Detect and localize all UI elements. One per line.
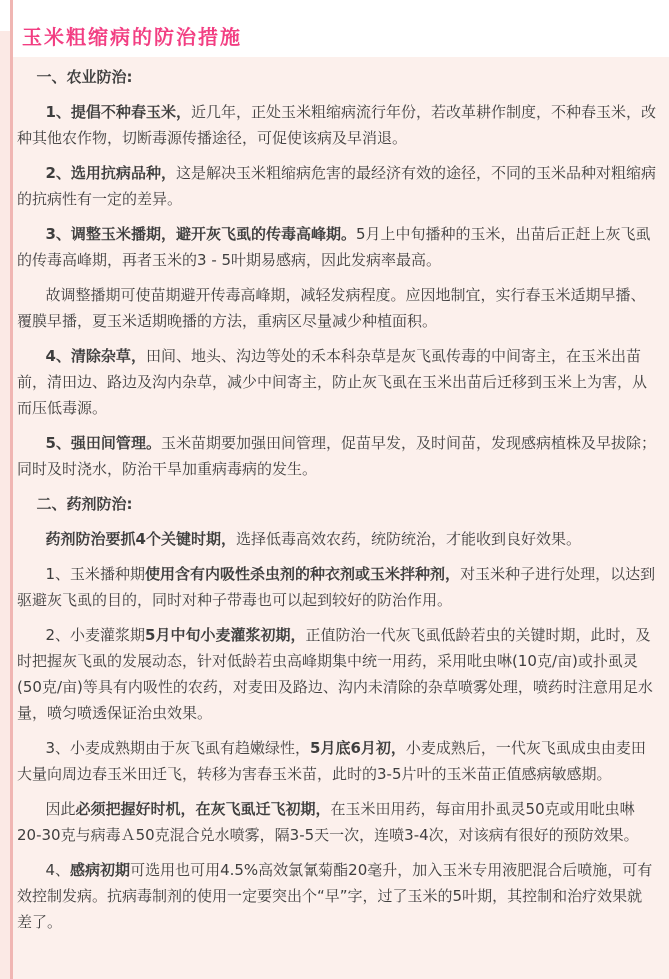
text-run: 二、药剂防治: xyxy=(36,495,133,513)
paragraph xyxy=(17,430,657,482)
paragraph xyxy=(17,796,657,848)
text-run: 选择低毒高效农药，统防统治，才能收到良好效果。 xyxy=(235,530,581,548)
text-run: 这是解决玉米粗缩病危害的最经济有效的途径，不同的玉米品种对粗缩病的抗病性有一定的差异。 xyxy=(17,164,656,208)
paragraph xyxy=(17,99,657,151)
paragraph xyxy=(17,526,657,552)
text-run: 在玉米田用药，每亩用扑虱灵50克或用吡虫啉20-30克与病毒Ａ50克混合兑水喷雾，隔3-5天一次，连喷3-4次，对该病有很好的预防效果。 xyxy=(17,800,639,844)
text-run: 小麦成熟后，一代灰飞虱成虫由麦田大量向周边春玉米田迁飞，转移为害春玉米苗，此时的3-5片叶的玉米苗正值感病敏感期。 xyxy=(17,739,646,783)
text-run: 5月底6月初， xyxy=(310,739,406,757)
text-run: 因此 xyxy=(45,800,76,818)
text-run: 3、调整玉米播期，避开灰飞虱的传毒高峰期。 xyxy=(45,225,356,243)
paragraph xyxy=(17,857,657,935)
text-run: 故调整播期可使苗期避开传毒高峰期，减轻发病程度。应因地制宜，实行春玉米适期早播、覆膜早播，夏玉米适期晚播的方法，重病区尽量减少种植面积。 xyxy=(17,286,646,330)
text-run: 4、清除杂草， xyxy=(45,347,146,365)
text-run: 药剂防治要抓4个关键时期， xyxy=(45,530,236,548)
paragraph xyxy=(17,561,657,613)
vertical-rule xyxy=(10,0,13,979)
paragraph xyxy=(17,735,657,787)
text-run: 4、 xyxy=(45,861,71,879)
text-run: 5月中旬小麦灌浆初期， xyxy=(145,626,306,644)
text-run: 玉米苗期要加强田间管理，促苗早发，及时间苗，发现感病植株及早拔除；同时及时浇水，防治干旱加重病毒病的发生。 xyxy=(17,434,656,478)
text-run: 感病初期 xyxy=(70,861,131,879)
text-run: 5月上中旬播种的玉米，出苗后正赶上灰飞虱的传毒高峰期，再者玉米的3 - 5叶期易感病，因此发病率最高。 xyxy=(17,225,651,269)
text-run: 2、选用抗病品种， xyxy=(45,164,176,182)
text-run: 正值防治一代灰飞虱低龄若虫的关键时期，此时，及时把握灰飞虱的发展动态，针对低龄若虫高峰期集中统一用药，采用吡虫啉(10克/亩)或扑虱灵(50克/亩)等具有内吸性的农药，对麦田及路边、沟内未清除的杂草喷雾处理，喷药时注意用足水量，喷匀喷透保证治虫效果。 xyxy=(17,626,653,722)
text-run: 3、小麦成熟期由于灰飞虱有趋嫩绿性， xyxy=(45,739,311,757)
text-run: 一、农业防治: xyxy=(36,68,133,86)
section-heading xyxy=(17,64,657,90)
text-run: 对玉米种子进行处理，以达到驱避灰飞虱的目的，同时对种子带毒也可以起到较好的防治作用。 xyxy=(17,565,656,609)
article-body xyxy=(13,57,669,979)
paragraph xyxy=(17,343,657,421)
text-run: 可选用也可用4.5%高效氯氰菊酯20毫升，加入玉米专用液肥混合后喷施，可有效控制发病。抗病毒制剂的使用一定要突出个“早”字，过了玉米的5叶期，其控制和治疗效果就差了。 xyxy=(17,861,653,931)
text-run: 5、强田间管理。 xyxy=(45,434,161,452)
text-run: 2、小麦灌浆期 xyxy=(45,626,146,644)
paragraph xyxy=(17,160,657,212)
section-heading xyxy=(17,491,657,517)
paragraph xyxy=(17,622,657,726)
text-run: 田间、地头、沟边等处的禾本科杂草是灰飞虱传毒的中间寄主，在玉米出苗前，清田边、路边及沟内杂草，减少中间寄主，防止灰飞虱在玉米出苗后迁移到玉米上为害，从而压低毒源。 xyxy=(17,347,648,417)
paragraph xyxy=(17,282,657,334)
page-title: 玉米粗缩病的防治措施 xyxy=(22,25,242,50)
paragraph xyxy=(17,221,657,273)
text-run: 使用含有内吸性杀虫剂的种衣剂或玉米拌种剂， xyxy=(145,565,461,583)
left-gutter xyxy=(0,31,10,979)
text-run: 1、提倡不种春玉米， xyxy=(45,103,191,121)
text-run: 必须把握好时机，在灰飞虱迁飞初期， xyxy=(75,800,331,818)
text-run: 1、玉米播种期 xyxy=(45,565,146,583)
text-run: 近几年，正处玉米粗缩病流行年份，若改革耕作制度，不种春玉米，改种其他农作物，切断毒源传播途径，可促使该病及早消退。 xyxy=(17,103,656,147)
